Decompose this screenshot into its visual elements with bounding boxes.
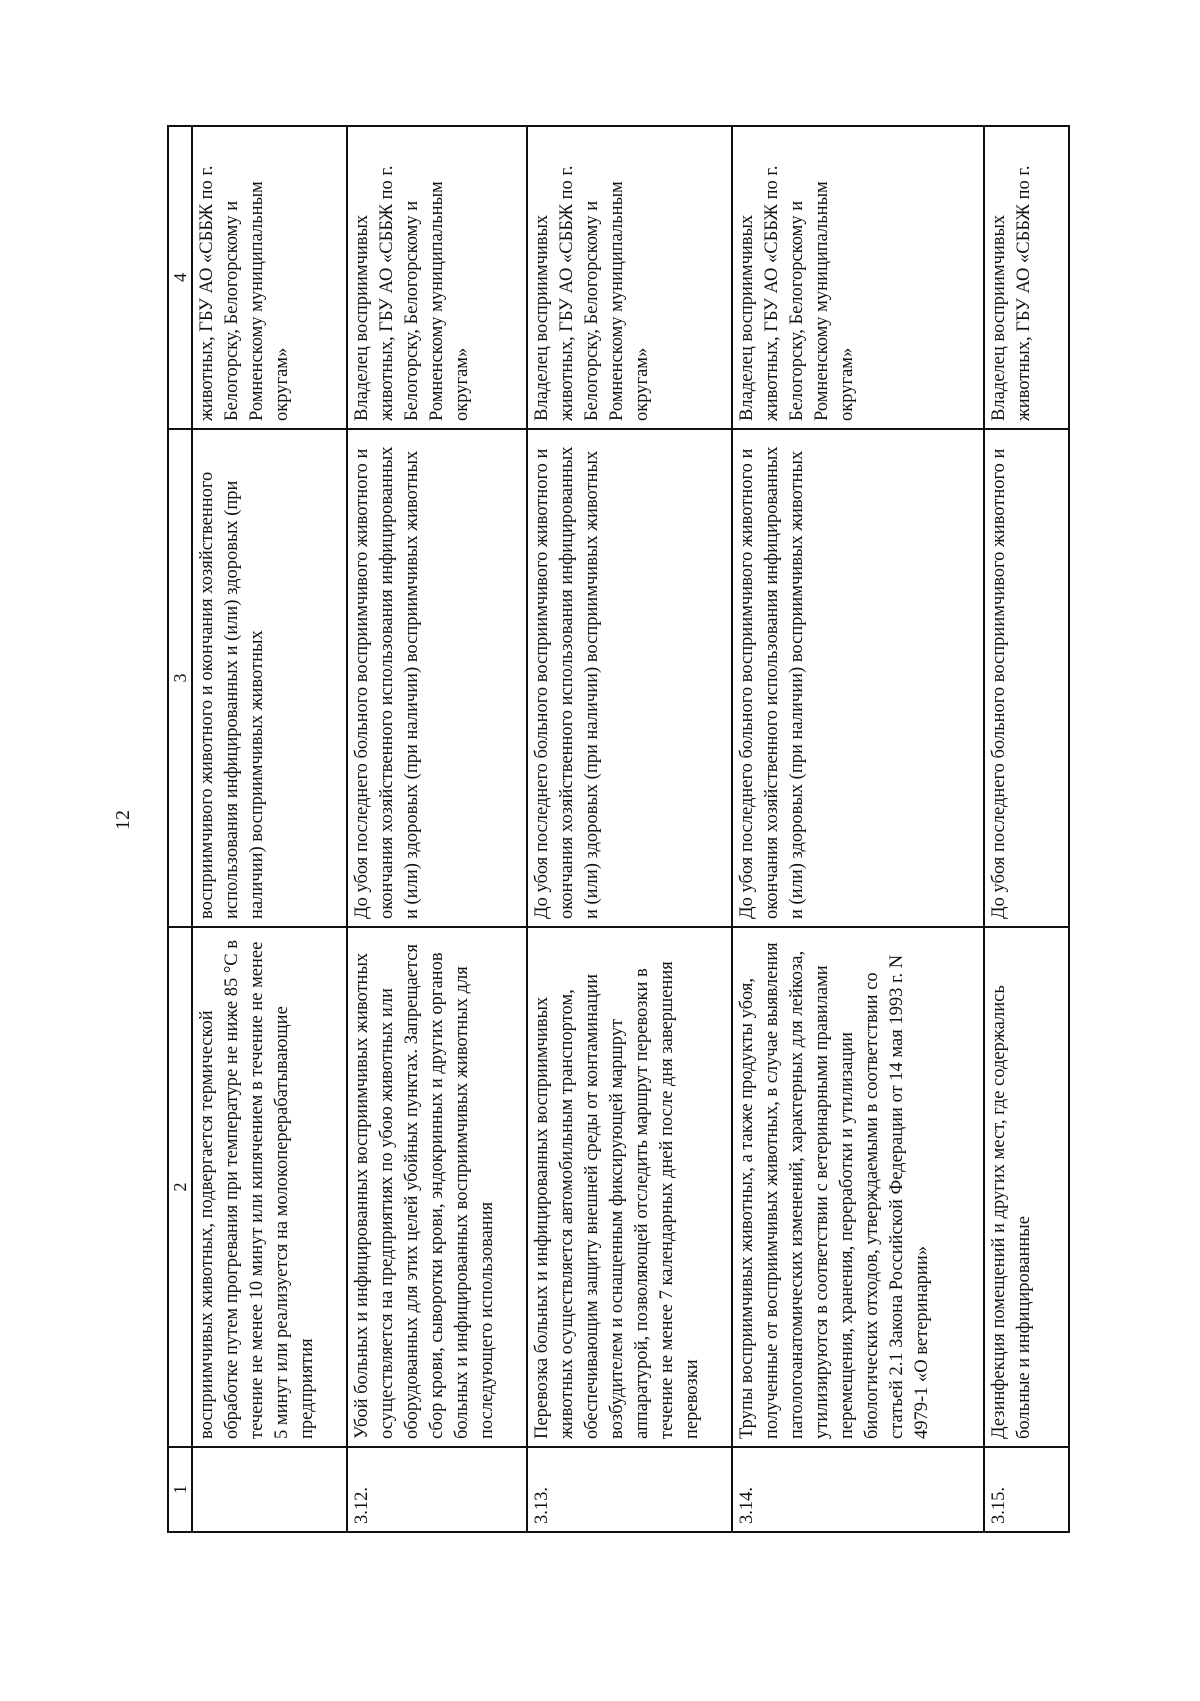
header-col-4: 4 [168,126,192,429]
row-measure: Перевозка больных и инфицированных восприимчивых животных осуществляется автомобильным транспортом, обеспечивающим защиту внешней среды от контаминации возбудителем и оснащенным фиксирующей маршрут аппаратурой, позволяющей отследить маршрут перевозки в течение не менее 7 календарных дней после дня завершения перевозки [527,927,732,1447]
row-term: До убоя последнего больного восприимчивого животного и окончания хозяйственного использования инфицированных и (или) здоровых (при наличии) восприимчивых животных [527,429,732,927]
row-number: 3.12. [347,1447,527,1532]
table-row [347,126,527,1532]
row-measure: Трупы восприимчивых животных, а также продукты убоя, полученные от восприимчивых животных, в случае выявления патологоанатомических изменений, характерных для лейкоза, утилизируются в соответствии с ветеринарными правилами перемещения, хранения, переработки и утилизации биологических отходов, утверждаемыми в соответствии со статьей 2.1 Закона Российской Федерации от 14 мая 1993 г. N 4979-1 «О ветеринарии» [732,927,984,1447]
row-responsible: Владелец восприимчивых животных, ГБУ АО «СББЖ по г. Белогорску, Белогорскому и Ромненскому муниципальным округам» [347,126,527,429]
header-col-2: 2 [168,927,192,1447]
table-row [984,126,1069,1532]
row-number: 3.13. [527,1447,732,1532]
table-header-row [168,126,192,1532]
row-number [192,1447,347,1532]
page-number: 12 [112,810,134,830]
row-term: До убоя последнего больного восприимчивого животного и [984,429,1069,927]
row-term: До убоя последнего больного восприимчивого животного и окончания хозяйственного использования инфицированных и (или) здоровых (при наличии) восприимчивых животных [347,429,527,927]
row-measure: восприимчивых животных, подвергается термической обработке путем прогревания при температуре не ниже 85 °С в течение не менее 10 минут или кипячением в течение не менее 5 минут или реализуется на молокоперерабатывающие предприятия [192,927,347,1447]
table-frame [167,127,1070,1533]
row-number: 3.15. [984,1447,1069,1532]
row-responsible: Владелец восприимчивых животных, ГБУ АО «СББЖ по г. Белогорску, Белогорскому и Ромненскому муниципальным округам» [527,126,732,429]
table-row [527,126,732,1532]
row-number: 3.14. [732,1447,984,1532]
row-term: До убоя последнего больного восприимчивого животного и окончания хозяйственного использования инфицированных и (или) здоровых (при наличии) восприимчивых животных [732,429,984,927]
row-measure: Дезинфекция помещений и других мест, где содержались больные и инфицированные [984,927,1069,1447]
header-col-3: 3 [168,429,192,927]
row-measure: Убой больных и инфицированных восприимчивых животных осуществляется на предприятиях по убою животных или оборудованных для этих целей убойных пунктах. Запрещается сбор крови, сыворотки крови, эндокринных и других органов больных и инфицированных восприимчивых животных для последующего использования [347,927,527,1447]
row-term: восприимчивого животного и окончания хозяйственного использования инфицированных и (или) здоровых (при наличии) восприимчивых животных [192,429,347,927]
measures-table [167,125,1070,1533]
row-responsible: животных, ГБУ АО «СББЖ по г. Белогорску, Белогорскому и Ромненскому муниципальным округам» [192,126,347,429]
table-row [192,126,347,1532]
row-responsible: Владелец восприимчивых животных, ГБУ АО «СББЖ по г. [984,126,1069,429]
header-col-1: 1 [168,1447,192,1532]
table-row [732,126,984,1532]
row-responsible: Владелец восприимчивых животных, ГБУ АО «СББЖ по г. Белогорску, Белогорскому и Ромненскому муниципальным округам» [732,126,984,429]
